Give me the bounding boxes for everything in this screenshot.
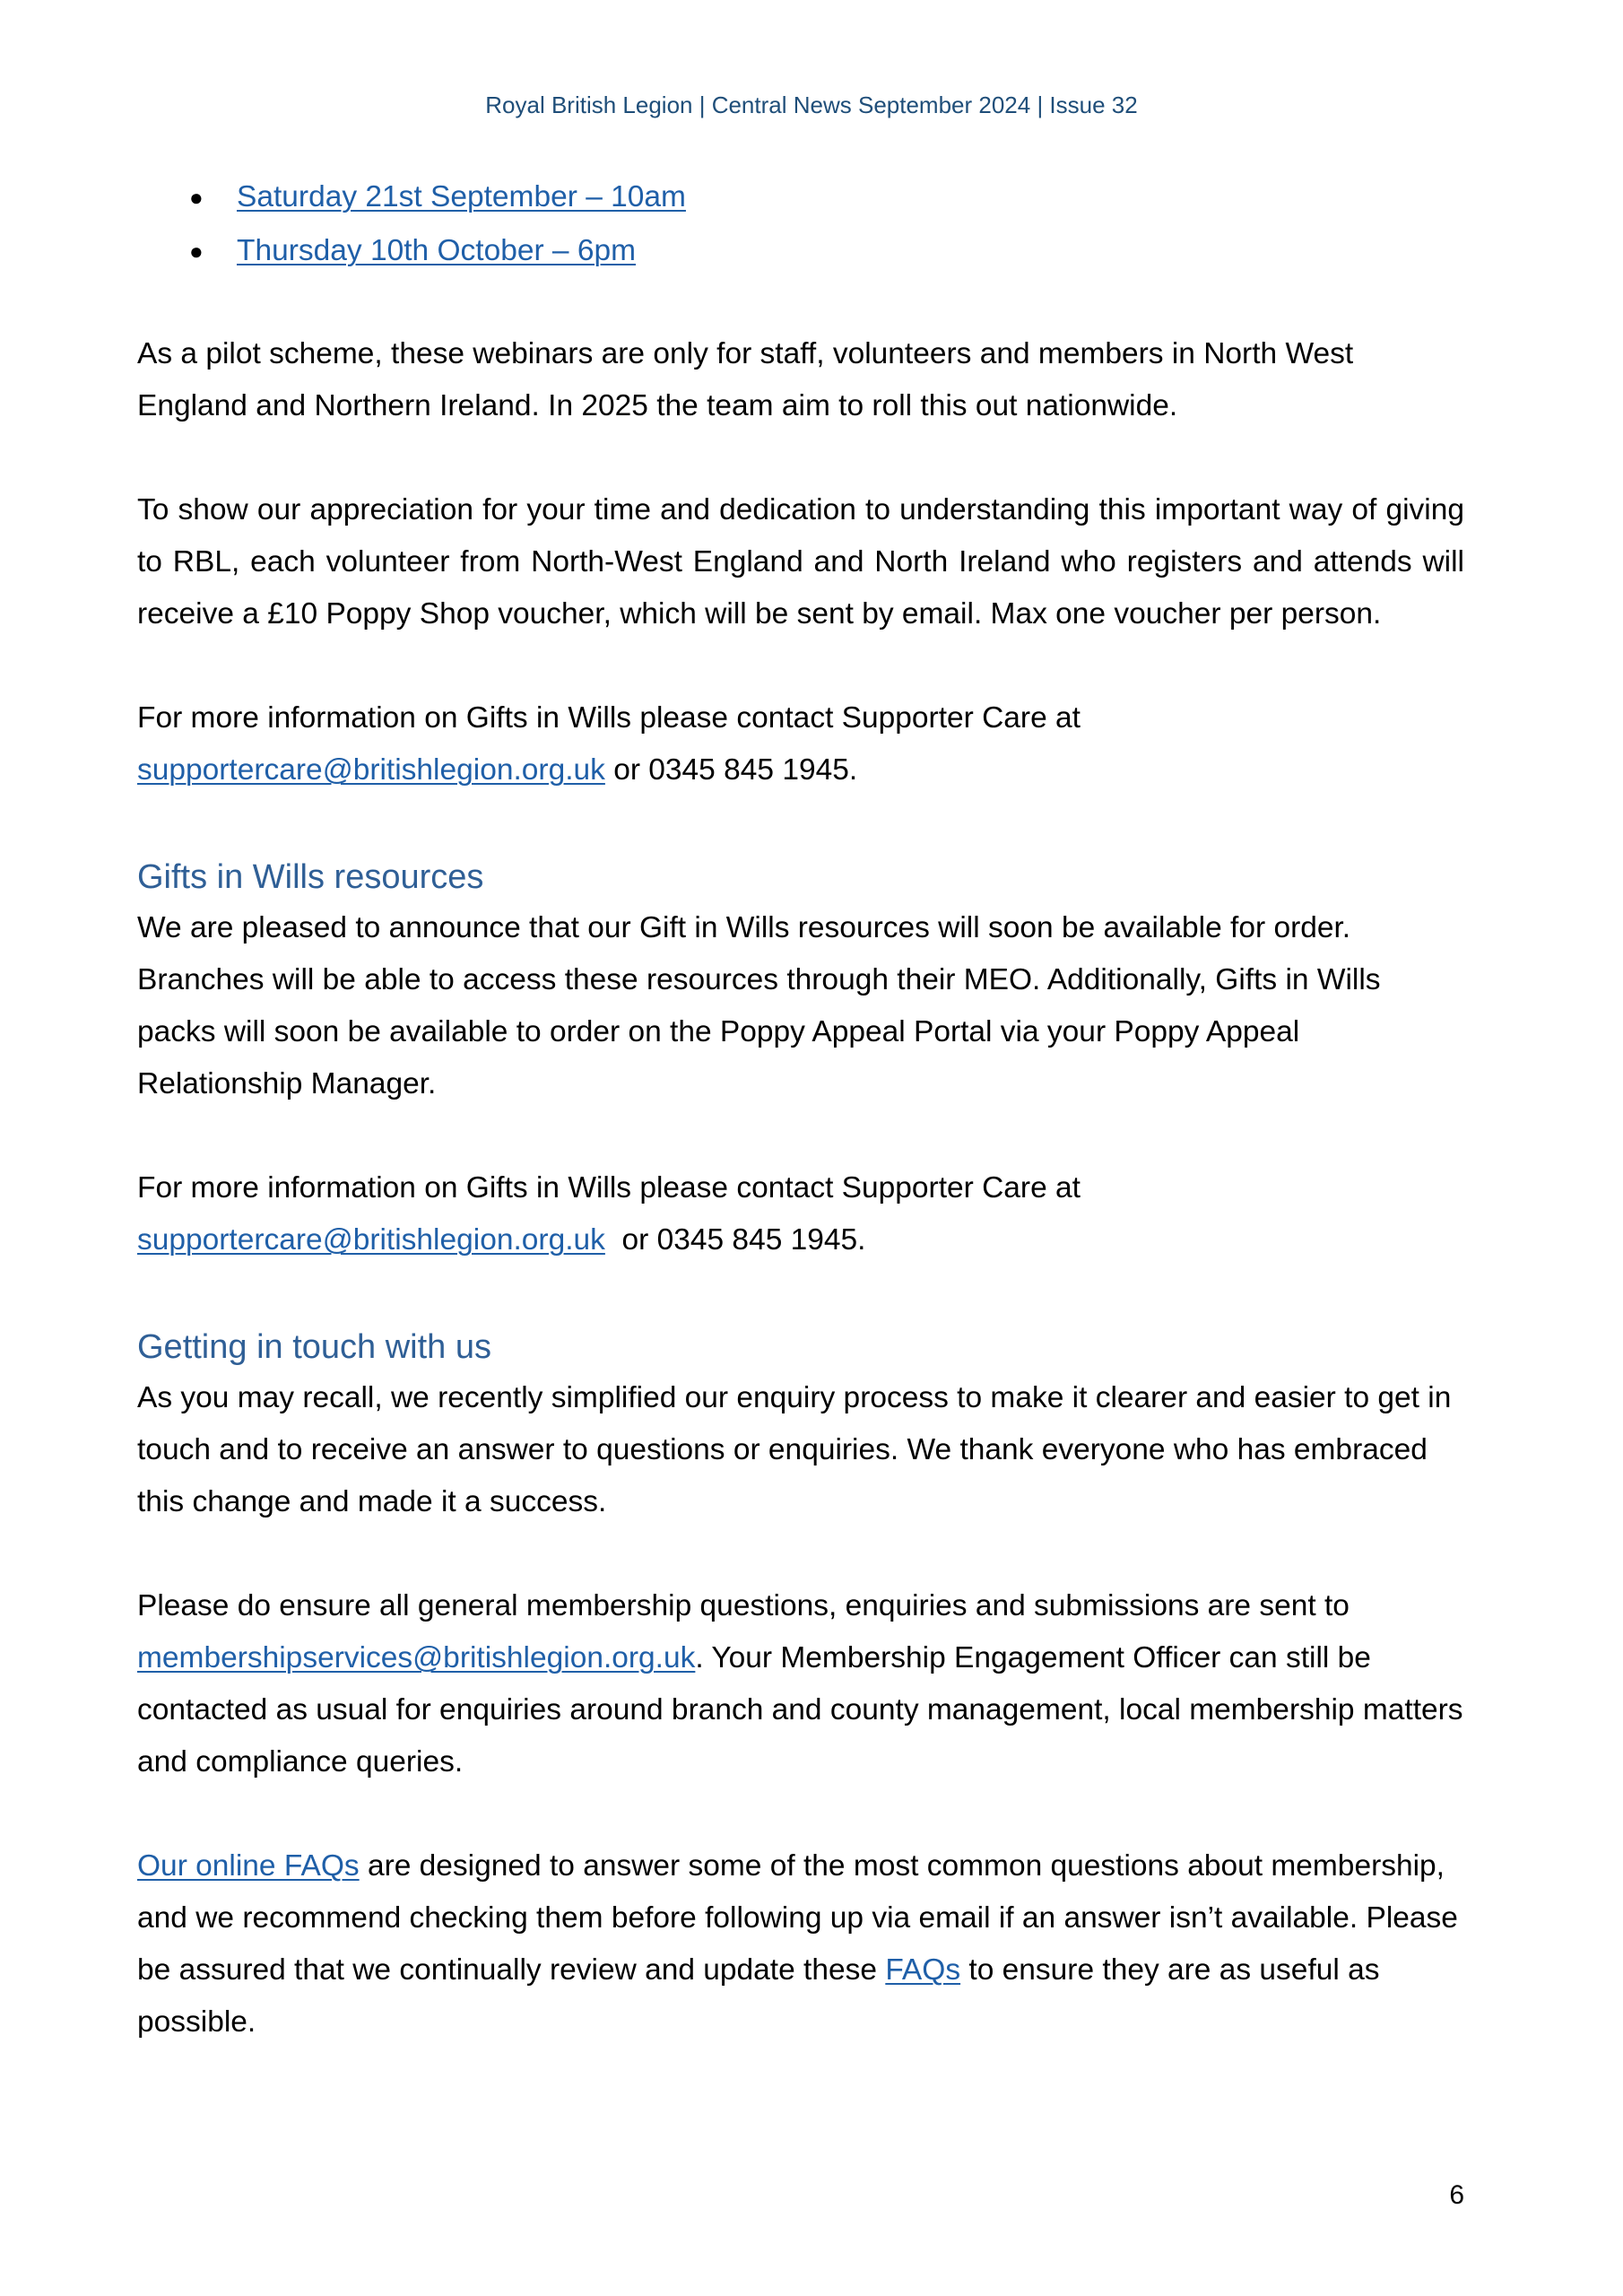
- ensure-paragraph: [137, 1580, 1464, 1788]
- contact-paragraph-2: [137, 1162, 1464, 1266]
- touch-paragraph: As you may recall, we recently simplified our enquiry process to make it clearer and easier to get in touch and to receive an answer to questions or enquiries. We thank everyone who has embraced this change and made it a success.: [137, 1381, 1452, 1518]
- section-heading-touch: Getting in touch with us: [137, 1328, 491, 1366]
- ensure-intro: Please do ensure all general membership questions, enquiries and submissions are sent to: [137, 1589, 1350, 1622]
- section-heading-gifts: Gifts in Wills resources: [137, 858, 484, 896]
- list-item: [137, 224, 1464, 278]
- online-faqs-link[interactable]: Our online FAQs: [137, 1849, 360, 1883]
- webinar-session-list: [137, 170, 1464, 278]
- bullet-icon: ●: [189, 238, 204, 265]
- contact-intro: For more information on Gifts in Wills please contact Supporter Care at: [137, 1171, 1081, 1205]
- contact-paragraph-1: [137, 692, 1464, 796]
- membershipservices-email-link[interactable]: membershipservices@britishlegion.org.uk: [137, 1641, 696, 1674]
- faqs-link[interactable]: FAQs: [885, 1953, 961, 1987]
- webinar-link-saturday[interactable]: Saturday 21st September – 10am: [237, 180, 686, 213]
- contact-phone: or 0345 845 1945.: [604, 753, 858, 787]
- appreciation-paragraph: To show our appreciation for your time and dedication to understanding this important way of giving to RBL, each volunteer from North-West England and North Ireland who registers and attends will receive a £10 Poppy Shop voucher, which will be sent by email. Max one voucher per person.: [137, 493, 1464, 631]
- running-header: Royal British Legion | Central News September 2024 | Issue 32: [485, 91, 1138, 118]
- page-content: [137, 170, 1464, 2048]
- supportercare-email-link[interactable]: supportercare@britishlegion.org.uk: [137, 1223, 605, 1257]
- list-item: [137, 170, 1464, 224]
- faq-text-end: to ensure they are as useful as possible.: [137, 1953, 1380, 2039]
- contact-intro: For more information on Gifts in Wills please contact Supporter Care at: [137, 701, 1081, 735]
- supportercare-email-link[interactable]: supportercare@britishlegion.org.uk: [137, 753, 605, 787]
- gifts-paragraph: We are pleased to announce that our Gift in Wills resources will soon be available for order. Branches will be able to access these resources through their MEO. Additionally, Gifts in Wills packs will soon be available to order on the Poppy Appeal Portal via your Poppy Appeal Relationship Manager.: [137, 911, 1381, 1100]
- bullet-icon: ●: [189, 184, 204, 211]
- ensure-rest: . Your Membership Engagement Officer can still be contacted as usual for enquiries around branch and county management, local membership matters and compliance queries.: [137, 1641, 1463, 1779]
- contact-phone: or 0345 845 1945.: [604, 1223, 866, 1257]
- pilot-paragraph: As a pilot scheme, these webinars are only for staff, volunteers and members in North West England and Northern Ireland. In 2025 the team aim to roll this out nationwide.: [137, 337, 1354, 422]
- faq-paragraph: [137, 1840, 1464, 2048]
- faq-text: are designed to answer some of the most common questions about membership, and we recommend checking them before following up via email if an answer isn’t available. Please be assured that we continually review and update these: [137, 1849, 1458, 1987]
- page-number: 6: [1449, 2180, 1464, 2210]
- webinar-link-thursday[interactable]: Thursday 10th October – 6pm: [237, 234, 637, 267]
